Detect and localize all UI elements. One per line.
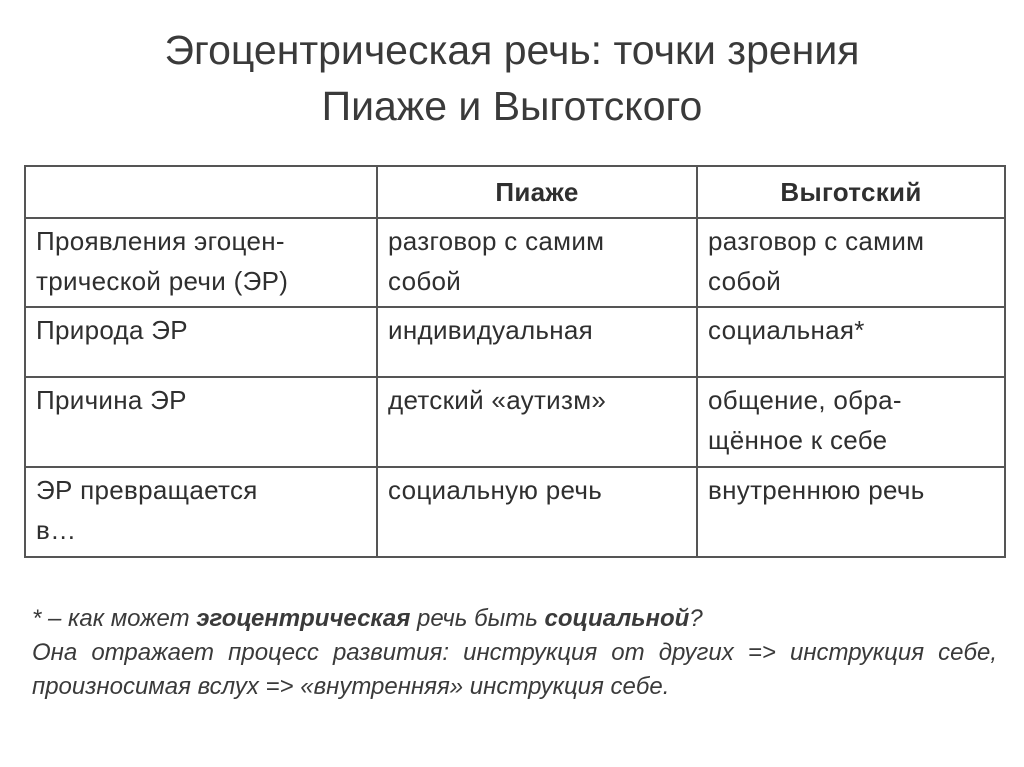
row-label-cause: Причина ЭР bbox=[25, 377, 377, 467]
table-row bbox=[25, 467, 1005, 557]
table-row bbox=[25, 307, 1005, 377]
row-label-nature: Природа ЭР bbox=[25, 307, 377, 377]
cell-piaget-nature: индивидуальная bbox=[377, 307, 697, 377]
table-row bbox=[25, 218, 1005, 307]
cell-line: разговор с самим bbox=[708, 226, 925, 256]
footnote-bold-egocentric: эгоцентрическая bbox=[196, 605, 411, 632]
header-vygotsky: Выготский bbox=[697, 166, 1005, 218]
cell-line: в… bbox=[36, 515, 77, 545]
cell-line: ЭР превращается bbox=[36, 475, 258, 505]
cell-line: разговор с самим bbox=[388, 226, 605, 256]
footnote-body: Она отражает процесс развития: инструкция от других => инструкция себе, произносимая вслух => «внутренняя» инструкция себе. bbox=[32, 639, 997, 700]
cell-piaget-turns-into: социальную речь bbox=[377, 467, 697, 557]
footnote-question-prefix: * – как может bbox=[32, 605, 197, 632]
cell-line: собой bbox=[388, 266, 462, 296]
cell-piaget-cause: детский «аутизм» bbox=[377, 377, 697, 467]
slide-title-line-2: Пиаже и Выготского bbox=[321, 83, 703, 129]
cell-line: собой bbox=[708, 266, 782, 296]
cell-line: Проявления эгоцен- bbox=[36, 226, 285, 256]
cell-line: щённое к себе bbox=[708, 425, 888, 455]
cell-vygotsky-nature: социальная* bbox=[697, 307, 1005, 377]
cell-line: общение, обра- bbox=[708, 385, 902, 415]
comparison-table bbox=[24, 165, 1006, 558]
footnote-question-mid: речь быть bbox=[410, 605, 545, 632]
cell-line: трической речи (ЭР) bbox=[36, 266, 289, 296]
table-header-row bbox=[25, 166, 1005, 218]
slide-title-line-1: Эгоцентрическая речь: точки зрения bbox=[164, 27, 860, 73]
row-label-manifestations bbox=[25, 218, 377, 307]
row-label-turns-into bbox=[25, 467, 377, 557]
footnote-question-suffix: ? bbox=[689, 605, 703, 632]
cell-vygotsky-manifestations bbox=[697, 218, 1005, 307]
cell-piaget-manifestations bbox=[377, 218, 697, 307]
table-row bbox=[25, 377, 1005, 467]
footnote bbox=[32, 602, 997, 704]
footnote-question bbox=[32, 602, 997, 636]
header-empty-cell bbox=[25, 166, 377, 218]
footnote-bold-social: социальной bbox=[544, 605, 690, 632]
slide-title bbox=[0, 22, 1024, 134]
header-piaget: Пиаже bbox=[377, 166, 697, 218]
cell-vygotsky-cause bbox=[697, 377, 1005, 467]
cell-vygotsky-turns-into: внутреннюю речь bbox=[697, 467, 1005, 557]
